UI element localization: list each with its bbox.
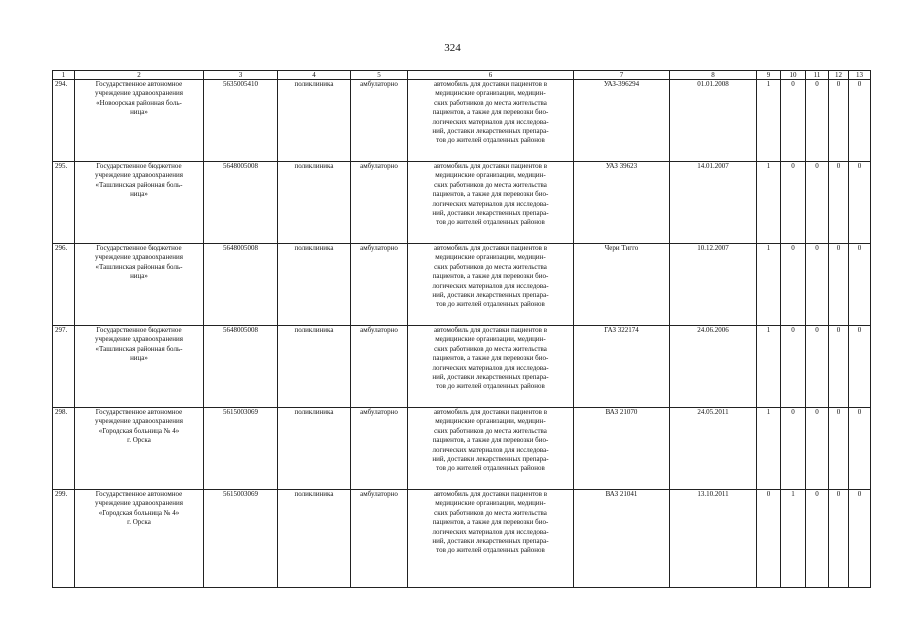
organization-cell-line: «Ташлинская районная боль- xyxy=(95,262,183,271)
organization-cell-line: Государственное бюджетное xyxy=(96,244,182,252)
header-col-8: 8 xyxy=(670,71,757,80)
vehicle-table xyxy=(52,70,871,588)
care-mode-cell: амбулаторно xyxy=(351,490,408,588)
col-13-cell: 0 xyxy=(849,490,871,588)
facility-type-cell: поликлиника xyxy=(278,80,351,162)
purpose-cell-line: тов до жителей отдаленных районов xyxy=(436,464,545,473)
header-col-13: 13 xyxy=(849,71,871,80)
purpose-cell-line: ний, доставки лекарственных препара- xyxy=(432,209,549,218)
header-row xyxy=(53,71,871,80)
vehicle-model-cell: ВАЗ 21041 xyxy=(574,490,670,588)
col-13-cell: 0 xyxy=(849,244,871,326)
purpose-cell-line: ских работников до места жительства xyxy=(434,344,547,353)
purpose-cell-line: медицинские организации, медицин- xyxy=(435,89,546,98)
col-13-cell: 0 xyxy=(849,80,871,162)
organization-cell-line: учреждение здравоохранения xyxy=(94,499,184,508)
organization-cell-line: Государственное автономное xyxy=(95,408,183,416)
col-13-cell: 0 xyxy=(849,326,871,408)
row-number-cell: 295. xyxy=(53,162,75,244)
purpose-cell xyxy=(408,80,574,162)
vehicle-model-cell: ВАЗ 21070 xyxy=(574,408,670,490)
row-number-cell: 299. xyxy=(53,490,75,588)
header-col-3: 3 xyxy=(204,71,278,80)
table-body xyxy=(53,80,871,588)
purpose-cell-line: тов до жителей отдаленных районов xyxy=(436,218,545,227)
col-11-cell: 0 xyxy=(806,408,829,490)
date-cell: 01.01.2008 xyxy=(670,80,757,162)
purpose-cell-line: ний, доставки лекарственных препара- xyxy=(432,127,549,136)
col-11-cell: 0 xyxy=(806,162,829,244)
purpose-cell-line: автомобиль для доставки пациентов в xyxy=(433,326,548,334)
header-col-9: 9 xyxy=(757,71,781,80)
purpose-cell-line: ний, доставки лекарственных препара- xyxy=(432,455,549,464)
col-10-cell: 0 xyxy=(781,244,806,326)
organization-cell-line: ница» xyxy=(130,354,148,363)
col-10-cell: 0 xyxy=(781,162,806,244)
purpose-cell-line: ских работников до места жительства xyxy=(434,180,547,189)
care-mode-cell: амбулаторно xyxy=(351,162,408,244)
purpose-cell xyxy=(408,162,574,244)
purpose-cell-line: тов до жителей отдаленных районов xyxy=(436,382,545,391)
table-row xyxy=(53,408,871,490)
purpose-cell-line: медицинские организации, медицин- xyxy=(435,499,546,508)
header-col-1: 1 xyxy=(53,71,75,80)
organization-cell-line: учреждение здравоохранения xyxy=(94,89,184,98)
header-col-12: 12 xyxy=(829,71,849,80)
table-row xyxy=(53,326,871,408)
vehicle-model-cell: Чери Тигго xyxy=(574,244,670,326)
care-mode-cell: амбулаторно xyxy=(351,408,408,490)
organization-cell-line: ница» xyxy=(130,108,148,117)
purpose-cell-line: автомобиль для доставки пациентов в xyxy=(433,244,548,252)
care-mode-cell: амбулаторно xyxy=(351,244,408,326)
vehicle-model-cell: УАЗ 39623 xyxy=(574,162,670,244)
purpose-cell-line: логических материалов для исследова- xyxy=(432,117,549,126)
organization-cell-line: г. Орска xyxy=(127,518,151,527)
col-9-cell: 1 xyxy=(757,244,781,326)
organization-cell xyxy=(75,162,204,244)
col-10-cell: 0 xyxy=(781,408,806,490)
header-col-7: 7 xyxy=(574,71,670,80)
col-12-cell: 0 xyxy=(829,162,849,244)
organization-cell-line: «Ташлинская районная боль- xyxy=(95,344,183,353)
purpose-cell-line: тов до жителей отдаленных районов xyxy=(436,136,545,145)
organization-cell xyxy=(75,244,204,326)
facility-type-cell: поликлиника xyxy=(278,162,351,244)
row-number-cell: 296. xyxy=(53,244,75,326)
purpose-cell-line: автомобиль для доставки пациентов в xyxy=(433,162,548,170)
inn-cell: 5648005008 xyxy=(204,162,278,244)
page-number: 324 xyxy=(444,42,461,54)
purpose-cell-line: логических материалов для исследова- xyxy=(432,281,549,290)
organization-cell-line: учреждение здравоохранения xyxy=(94,253,184,262)
purpose-cell-line: пациентов, а также для перевозки био- xyxy=(432,518,549,527)
col-10-cell: 0 xyxy=(781,80,806,162)
table-row xyxy=(53,162,871,244)
header-col-6: 6 xyxy=(408,71,574,80)
purpose-cell-line: пациентов, а также для перевозки био- xyxy=(432,436,549,445)
facility-type-cell: поликлиника xyxy=(278,326,351,408)
purpose-cell-line: автомобиль для доставки пациентов в xyxy=(433,490,548,498)
purpose-cell-line: пациентов, а также для перевозки био- xyxy=(432,354,549,363)
row-number-cell: 294. xyxy=(53,80,75,162)
table-row xyxy=(53,490,871,588)
col-9-cell: 1 xyxy=(757,408,781,490)
vehicle-model-cell: УАЗ-396294 xyxy=(574,80,670,162)
organization-cell-line: Государственное автономное xyxy=(95,80,183,88)
purpose-cell-line: тов до жителей отдаленных районов xyxy=(436,300,545,309)
row-number-cell: 297. xyxy=(53,326,75,408)
col-9-cell: 1 xyxy=(757,162,781,244)
purpose-cell-line: ских работников до места жительства xyxy=(434,508,547,517)
col-12-cell: 0 xyxy=(829,80,849,162)
date-cell: 13.10.2011 xyxy=(670,490,757,588)
care-mode-cell: амбулаторно xyxy=(351,326,408,408)
organization-cell-line: ница» xyxy=(130,272,148,281)
table-row xyxy=(53,80,871,162)
inn-cell: 5615003069 xyxy=(204,490,278,588)
purpose-cell-line: ний, доставки лекарственных препара- xyxy=(432,291,549,300)
col-9-cell: 1 xyxy=(757,326,781,408)
organization-cell xyxy=(75,80,204,162)
purpose-cell-line: медицинские организации, медицин- xyxy=(435,253,546,262)
purpose-cell-line: пациентов, а также для перевозки био- xyxy=(432,190,549,199)
purpose-cell-line: автомобиль для доставки пациентов в xyxy=(433,408,548,416)
col-9-cell: 1 xyxy=(757,80,781,162)
organization-cell-line: «Городская больница № 4» xyxy=(98,508,180,517)
purpose-cell-line: ний, доставки лекарственных препара- xyxy=(432,373,549,382)
purpose-cell-line: ских работников до места жительства xyxy=(434,262,547,271)
care-mode-cell: амбулаторно xyxy=(351,80,408,162)
col-11-cell: 0 xyxy=(806,490,829,588)
purpose-cell xyxy=(408,326,574,408)
col-10-cell: 1 xyxy=(781,490,806,588)
organization-cell-line: ница» xyxy=(130,190,148,199)
col-9-cell: 0 xyxy=(757,490,781,588)
purpose-cell-line: медицинские организации, медицин- xyxy=(435,335,546,344)
inn-cell: 5648005008 xyxy=(204,244,278,326)
purpose-cell-line: логических материалов для исследова- xyxy=(432,527,549,536)
purpose-cell-line: тов до жителей отдаленных районов xyxy=(436,546,545,555)
organization-cell xyxy=(75,326,204,408)
col-11-cell: 0 xyxy=(806,326,829,408)
facility-type-cell: поликлиника xyxy=(278,244,351,326)
date-cell: 24.06.2006 xyxy=(670,326,757,408)
organization-cell-line: «Ташлинская районная боль- xyxy=(95,180,183,189)
inn-cell: 5615003069 xyxy=(204,408,278,490)
organization-cell-line: г. Орска xyxy=(127,436,151,445)
organization-cell-line: «Новоорская районная боль- xyxy=(96,98,182,107)
header-col-11: 11 xyxy=(806,71,829,80)
header-col-5: 5 xyxy=(351,71,408,80)
col-13-cell: 0 xyxy=(849,408,871,490)
purpose-cell-line: пациентов, а также для перевозки био- xyxy=(432,272,549,281)
vehicle-model-cell: ГАЗ 322174 xyxy=(574,326,670,408)
purpose-cell xyxy=(408,244,574,326)
organization-cell xyxy=(75,490,204,588)
purpose-cell-line: пациентов, а также для перевозки био- xyxy=(432,108,549,117)
table-header xyxy=(53,71,871,80)
organization-cell-line: учреждение здравоохранения xyxy=(94,335,184,344)
col-13-cell: 0 xyxy=(849,162,871,244)
purpose-cell xyxy=(408,490,574,588)
inn-cell: 5648005008 xyxy=(204,326,278,408)
date-cell: 10.12.2007 xyxy=(670,244,757,326)
organization-cell-line: Государственное бюджетное xyxy=(96,326,182,334)
purpose-cell-line: ских работников до места жительства xyxy=(434,98,547,107)
facility-type-cell: поликлиника xyxy=(278,408,351,490)
col-12-cell: 0 xyxy=(829,490,849,588)
organization-cell-line: Государственное автономное xyxy=(95,490,183,498)
col-11-cell: 0 xyxy=(806,80,829,162)
purpose-cell-line: ний, доставки лекарственных препара- xyxy=(432,537,549,546)
purpose-cell xyxy=(408,408,574,490)
col-12-cell: 0 xyxy=(829,244,849,326)
purpose-cell-line: логических материалов для исследова- xyxy=(432,445,549,454)
row-number-cell: 298. xyxy=(53,408,75,490)
header-col-10: 10 xyxy=(781,71,806,80)
col-12-cell: 0 xyxy=(829,326,849,408)
purpose-cell-line: медицинские организации, медицин- xyxy=(435,417,546,426)
date-cell: 14.01.2007 xyxy=(670,162,757,244)
purpose-cell-line: логических материалов для исследова- xyxy=(432,199,549,208)
purpose-cell-line: логических материалов для исследова- xyxy=(432,363,549,372)
header-col-4: 4 xyxy=(278,71,351,80)
header-col-2: 2 xyxy=(75,71,204,80)
inn-cell: 5635005410 xyxy=(204,80,278,162)
table-row xyxy=(53,244,871,326)
date-cell: 24.05.2011 xyxy=(670,408,757,490)
organization-cell-line: «Городская больница № 4» xyxy=(98,426,180,435)
organization-cell-line: Государственное бюджетное xyxy=(96,162,182,170)
col-10-cell: 0 xyxy=(781,326,806,408)
col-12-cell: 0 xyxy=(829,408,849,490)
organization-cell-line: учреждение здравоохранения xyxy=(94,171,184,180)
col-11-cell: 0 xyxy=(806,244,829,326)
organization-cell-line: учреждение здравоохранения xyxy=(94,417,184,426)
purpose-cell-line: ских работников до места жительства xyxy=(434,426,547,435)
purpose-cell-line: медицинские организации, медицин- xyxy=(435,171,546,180)
organization-cell xyxy=(75,408,204,490)
purpose-cell-line: автомобиль для доставки пациентов в xyxy=(433,80,548,88)
facility-type-cell: поликлиника xyxy=(278,490,351,588)
